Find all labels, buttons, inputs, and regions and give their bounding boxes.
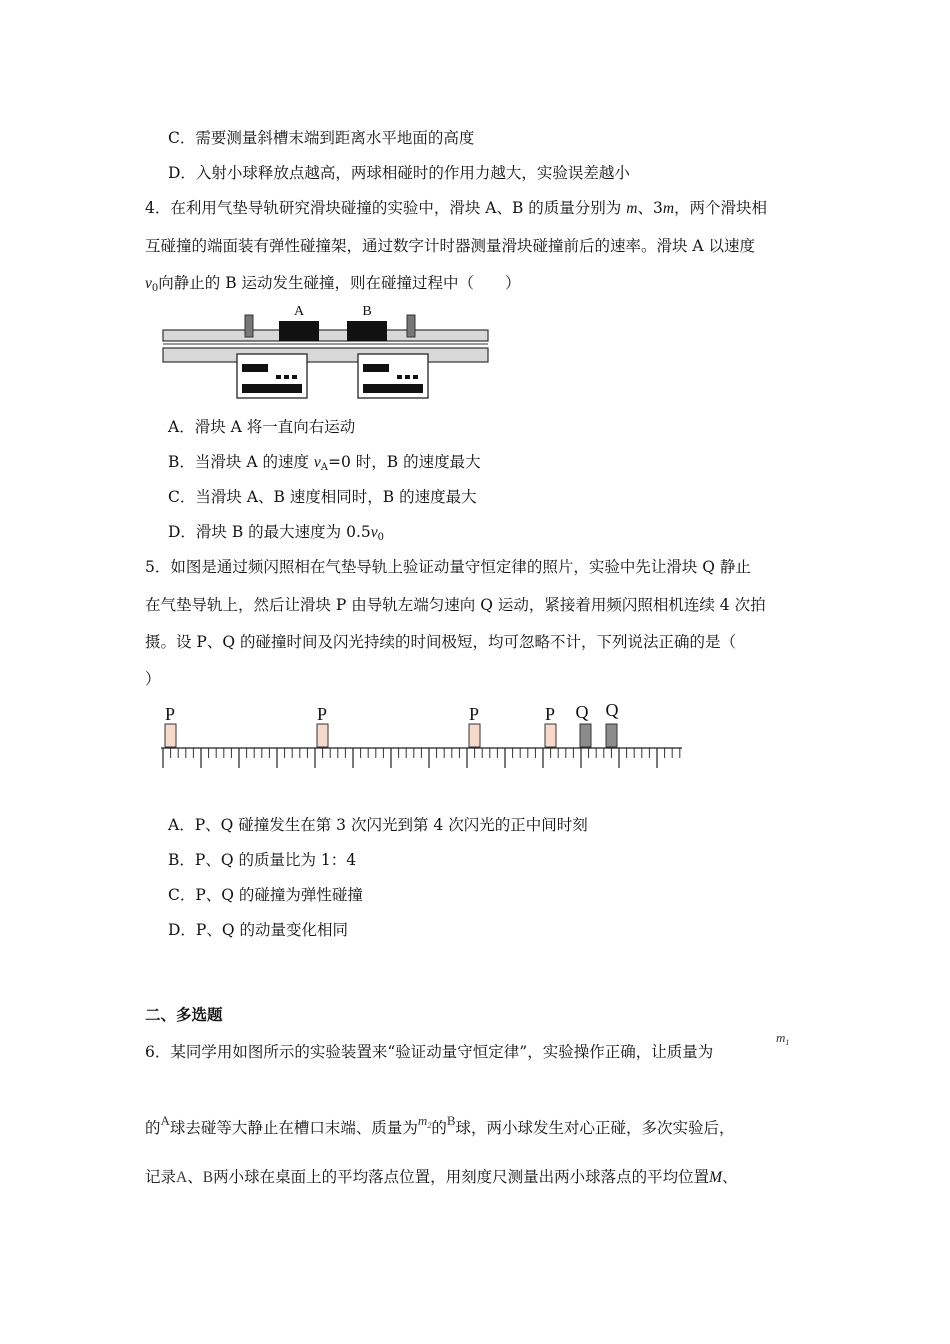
q4-option-c: C．当滑块 A、B 速度相同时，B 的速度最大	[168, 488, 477, 506]
q5-option-b: B．P、Q 的质量比为 1：4	[168, 851, 357, 869]
q4-option-d: D．滑块 B 的最大速度为 $0.5v_0$	[168, 523, 385, 543]
label-q-1: Q	[575, 702, 589, 722]
ruler-ticks	[163, 748, 680, 768]
label-p-1: P	[164, 704, 176, 724]
q4-option-a: A．滑块 A 将一直向右运动	[168, 418, 356, 436]
track-bottom-rail	[163, 348, 488, 362]
slider-p-flash-3	[469, 724, 480, 747]
q4-stem-line2: 互碰撞的端面装有弹性碰撞架，通过数字计时器测量滑块碰撞前后的速率。滑块 A 以速度	[145, 237, 756, 255]
slider-q-position-1	[580, 724, 591, 747]
timer-left	[237, 354, 307, 398]
q6-stem-line2: 的$^A$球去碰等大静止在槽口末端、质量为$^{m_2}$的$^B$球，两小球发生对心正碰，多次实验后，	[145, 1113, 735, 1137]
slider-b-label: B	[362, 304, 372, 319]
slider-p-flash-2	[317, 724, 328, 747]
label-p-3: P	[468, 704, 480, 724]
q5-option-a: A．P、Q 碰撞发生在第 3 次闪光到第 4 次闪光的正中间时刻	[168, 816, 588, 834]
label-q-2: Q	[605, 700, 619, 720]
label-p-4: P	[544, 704, 556, 724]
slider-a	[279, 321, 319, 341]
track-top-rail	[163, 330, 488, 341]
q4-stem-line3: $v_0$向静止的 B 运动发生碰撞，则在碰撞过程中（ ）	[145, 274, 521, 294]
q4-stem-line1: 4．在利用气垫导轨研究滑块碰撞的实验中，滑块 A、B 的质量分别为 m、3m，两个滑块相	[145, 199, 768, 217]
q5-stem-line3: 摄。设 P、Q 的碰撞时间及闪光持续的时间极短，均可忽略不计，下列说法正确的是（	[145, 633, 736, 651]
q3-option-d: D．入射小球释放点越高，两球相碰时的作用力越大，实验误差越小	[168, 164, 630, 182]
q6-stem-line3: 记录A、B两小球在桌面上的平均落点位置，用刻度尺测量出两小球落点的平均位置M、	[145, 1168, 738, 1186]
q5-option-c: C．P、Q 的碰撞为弹性碰撞	[168, 886, 363, 904]
slider-p-flash-4	[545, 724, 556, 747]
q5-stem-line4: ）	[145, 670, 161, 688]
q4-option-b: B．当滑块 A 的速度 $v_A=0$ 时，B 的速度最大	[168, 453, 481, 473]
air-track-figure	[160, 300, 492, 402]
q6-stem-line1: 6．某同学用如图所示的实验装置来“验证动量守恒定律”，实验操作正确，让质量为	[145, 1043, 714, 1061]
q5-option-d: D．P、Q 的动量变化相同	[168, 921, 348, 939]
timer-right	[358, 354, 428, 398]
slider-a-label: A	[293, 304, 305, 319]
section-heading-multi-choice: 二、多选题	[145, 1005, 223, 1024]
q3-option-c: C．需要测量斜槽末端到距离水平地面的高度	[168, 129, 475, 147]
right-stopper	[407, 315, 415, 337]
slider-p-flash-1	[165, 724, 176, 747]
slider-b	[347, 321, 387, 341]
label-p-2: P	[316, 704, 328, 724]
q5-stem-line1: 5．如图是通过频闪照相在气垫导轨上验证动量守恒定律的照片，实验中先让滑块 Q 静止	[145, 558, 751, 576]
slider-q-position-2	[606, 724, 617, 747]
strobe-ruler-figure	[155, 696, 685, 774]
left-stopper	[245, 315, 253, 337]
q6-m1-symbol: $m_1$	[776, 1030, 790, 1047]
q5-stem-line2: 在气垫导轨上，然后让滑块 P 由导轨左端匀速向 Q 运动，紧接着用频闪照相机连续 4 次拍	[145, 596, 766, 614]
